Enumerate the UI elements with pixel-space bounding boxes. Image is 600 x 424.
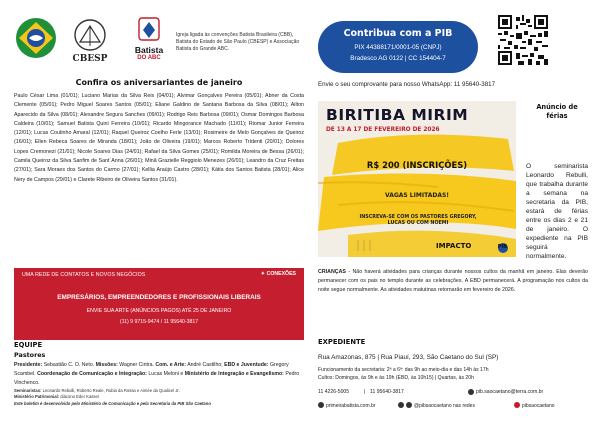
socials-row [318,401,588,411]
cultos-hours: Cultos: Domingos, às 9h e às 19h (EBD, às 10h15) | Quartas, às 20h [318,375,474,382]
cbesp-emblem-icon [70,18,110,54]
youtube-icon [514,402,520,408]
social-link[interactable] [398,402,475,409]
equipe-extra [14,388,304,407]
presidente-name: Sebastião C. O. Neto. [42,362,96,368]
contacts-separator: | [364,389,366,395]
cbesp-logo [70,18,110,66]
banner-deadline: ENVIE SUA ARTE (ANÚNCIOS PAGOS) ATÉ 25 DE JANEIRO [86,308,232,314]
globe-icon [318,402,324,408]
ebd-name: Gregory Scambel. [14,362,289,377]
facebook-icon [406,402,412,408]
event-title: BIRITIBA MIRIM [326,106,469,124]
affiliation-note: Igreja ligada às convenções Batista Brasileira (CBB), Batista do Estado de São Paulo (CBESP) e Associação Batista do Grande ABC. [176,32,300,52]
event-impacto-label [436,242,507,250]
batista-abc-emblem-icon [122,16,176,46]
church-address: Rua Amazonas, 875 | Rua Piauí, 293, São Caetano do Sul (SP) [318,354,499,361]
schedule-info [318,366,588,382]
event-inscreva: INSCREVA-SE COM OS PASTORES GREGORY, LUCAS OU COM NOEMI [359,215,477,227]
whatsapp-note: Envie o seu comprovante para nosso WhatsApp: 11 95640-3817 [318,81,496,88]
patrimonial-name: diácono Eder Kasser [59,394,100,400]
missoes-name: Wagner Cintra. [117,362,156,368]
seminaristas-label: Seminaristas: [14,388,42,393]
cbb-flag-logo-icon [14,16,58,60]
instagram-icon [398,402,404,408]
site-link[interactable] [318,402,375,409]
birthdays-title: Confira os aniversariantes de janeiro [75,78,243,87]
ebd-label: EBD e Juventude: [224,362,269,368]
banner-main-text: EMPRESÁRIOS, EMPREENDEDORES E PROFISSIONAIS LIBERAIS [57,294,261,301]
pastores-title: Pastores [14,351,46,359]
logos-row [14,14,304,72]
conexoes-banner [14,268,304,340]
banner-phones: (11) 9 9715-9474 / 11 95640-3817 [119,319,199,325]
banner-headline: UMA REDE DE CONTATOS E NOVOS NEGÓCIOS [22,272,146,278]
cbesp-label: CBESP [72,54,108,64]
qr-code-icon[interactable] [498,15,548,65]
phone-number: 11 4226-5005 [318,389,350,395]
comunicacao-label: Com. e Arte: [155,362,187,368]
contribua-title: Contribua com a PIB [343,28,453,39]
criancas-notice [318,268,588,294]
batista-sub-label: DO ABC [137,55,161,61]
boletim-note: Este boletim é desenvolvido pelo Ministério de Comunicação e pela Secretaria da PIB São Caetano [14,400,211,406]
bank-account: Bradesco AG 0122 | CC 154404-7 [350,55,446,62]
birthdays-list: Paulo César Lima (01/01); Luciano Marias da Silva Reis (04/01); Alvimar Gonçalves Pereira (05/01); Abner da Costa Clemente (05/01); Pedro Miguel Soares Santos (05/01); Eliane Galdino de Santana Barbosa da Silva (08/01); Ailton Aparecido da Silva (08/01); Alexandre Segura Sanches (09/01); Rodrigo Reis Barbosa (09/01); Osmar Domingos Barbosa Caldeira (10/01); Samuel Batista Quini Ferreira (10/01); Ricardo Mingorance Machado (11/01); Riomar Junior Ferreira (12/01); Lucas Coutinho Amaral (12/01); Raquel Queiroz Coelho Ferle (13/01); Rosimeire de Melo Gonçalves de Queiroz (16/01); Ellen Rebeca Soares de Miranda (18/01); João de Oliveira (19/01); Marcos Roberto Trídenti (20/01); Dolores Lopes Cremonezi (21/01); Nicole Soares Dias (24/01); Rafael da Silva Gomes (25/01); Romilda Moreira de Bessa (26/01); Camila Queiroz da Silva Sanfim de Sant´Anna (26/01); Minã Grazielle Reggiolo Menezes (26/01); Leandro da Cruz Freitas (27/01); Sara Moraes dos Santos do Carmo (27/01); Kellia Araújo Castro (28/01); Kátia dos Santos Batista (28/01); Alice Nery de Campos (29/01) e Clarete Ribeiro de Oliveira Santos (31/01). [14,93,304,183]
equipe-title: EQUIPE [14,341,43,349]
criancas-text: - Não haverá atividades para crianças durante nossos cultos da manhã em janeiro. Elas deverão permanecer com os pais no templo durante as celebrações. A EBD permanecerá. A programação nos cultos da noite segue normalmente. As atividades matutinas retornarão em fevereiro de 2026. [318,269,588,293]
secretaria-hours: Funcionamento da secretaria: 2ª a 6ª: das 9h ao meio-dia e das 14h às 17h [318,367,489,373]
expediente-title: EXPEDIENTE [318,338,366,346]
coordenacao-name: Lucas Meloni e [146,371,185,377]
email-icon [468,389,474,395]
coordenacao-label: Coordenação de Comunicação e Integração: [37,371,147,377]
contacts-row [318,389,588,399]
paint-stroke-art-icon [318,101,516,257]
ferias-title: Anúncio de férias [536,103,578,120]
site-text: primeirabatista.com.br [326,403,376,409]
whatsapp-number: 11 95640-3817 [370,389,404,395]
event-date: DE 13 A 17 DE FEVEREIRO DE 2026 [326,127,440,133]
presidente-label: Presidente: [14,362,43,368]
email-link[interactable] [468,389,544,396]
batista-abc-label [122,46,176,62]
seminaristas-names: Leonardo Rebulli, Roberto Reale, Rubia da Rossa e Aimée da Qualicel Jr. [41,388,180,393]
ferias-text: O seminarista Leonardo Rebulli, que trabalha durante a semana na secretaria da PIB, estará de férias entre os dias 2 e 21 de janeiro. O expediente na PIB seguirá normalmente. [526,163,588,260]
pix-key: PIX 44388171/0001-05 (CNPJ) [354,44,442,51]
patrimonial-label: Ministério Patrimonial: [14,394,60,400]
event-poster [318,101,516,257]
conexoes-logo: ✦ CONEXÕES [260,271,296,277]
email-text: pib.saocaetano@terra.com.br [476,389,544,395]
event-vagas: VAGAS LIMITADAS! [384,192,450,199]
batista-abc-logo [122,16,176,72]
equipe-roles [14,361,304,388]
impacto-text: IMPACTO [436,242,472,250]
social-text: @pibsaocaetano nas redes [414,403,475,409]
comunicacao-name: André Castilho; [186,362,225,368]
criancas-label: CRIANÇAS [318,269,346,275]
conexoes-label: CONEXÕES [266,271,296,277]
ministerio-integracao-name: Pedro Vinchenco. [14,371,300,386]
contribua-box [318,21,478,73]
youtube-text: pibsaocaetano [522,403,555,409]
youtube-link[interactable] [514,402,555,409]
ministerio-integracao-label: Ministério de Integração e Evangelismo: [184,371,284,377]
batista-label: Batista [134,45,164,55]
missoes-label: Missões: [95,362,118,368]
event-price: R$ 200 (INSCRIÇÕES) [366,160,468,170]
pib-brand-label: PIB [497,244,508,250]
